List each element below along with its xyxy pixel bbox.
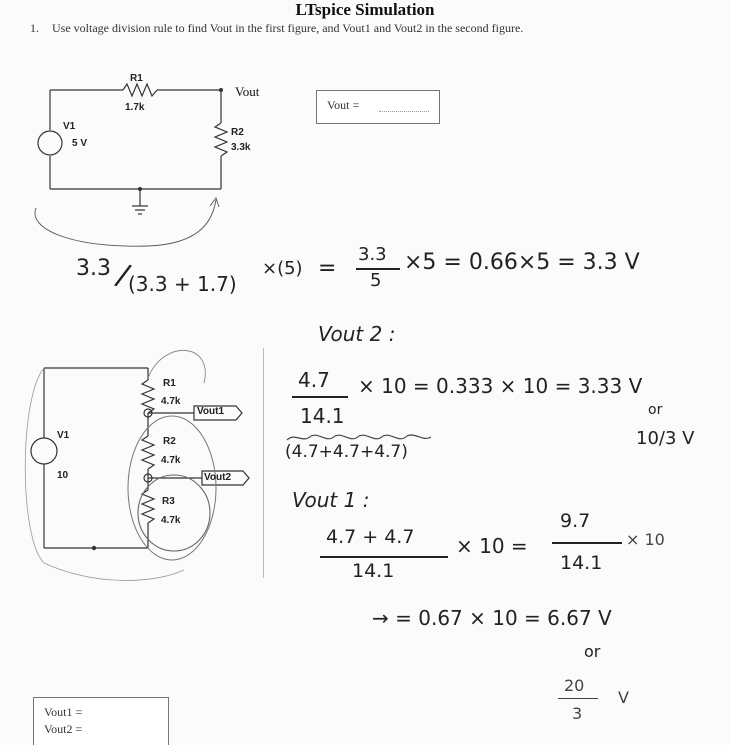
work2-alt: 10/3 V [636, 428, 695, 449]
work2-expr: × 10 = 0.333 × 10 = 3.33 V [358, 374, 643, 398]
answer-box-vout1-vout2 [33, 697, 169, 745]
work3-line2: → = 0.67 × 10 = 6.67 V [372, 606, 612, 630]
work3-alt-num: 20 [564, 676, 585, 695]
c2-vout2-flag: Vout2 [204, 472, 232, 483]
work2-sum: (4.7+4.7+4.7) [285, 442, 408, 462]
c1-r1-value: 1.7k [125, 102, 145, 113]
c2-v1-value: 10 [57, 470, 69, 481]
vout1-answer-label: Vout1 = [44, 705, 83, 719]
work3-den2: 14.1 [560, 552, 603, 574]
question-number: 1. [30, 21, 39, 35]
c1-v1-name: V1 [63, 121, 76, 132]
work3-alt-den: 3 [572, 704, 583, 723]
work1-times5: ×(5) [262, 258, 303, 279]
circuit-2-diagram [14, 338, 264, 598]
c1-vout-label: Vout [235, 84, 260, 99]
work1-lhs-den: (3.3 + 1.7) [128, 272, 237, 296]
work1-frac-num: 3.3 [358, 244, 387, 265]
work1-eq: = [318, 256, 337, 281]
c2-r1-name: R1 [163, 378, 176, 389]
vout-answer-label: Vout = [327, 98, 360, 112]
c2-r2-name: R2 [163, 436, 176, 447]
work2-or: or [648, 402, 663, 418]
c2-r3-value: 4.7k [161, 515, 181, 526]
vout2-answer-label: Vout2 = [44, 722, 83, 736]
c1-r2-name: R2 [231, 127, 244, 138]
work3-times10: × 10 [626, 530, 665, 549]
c1-r1-name: R1 [130, 73, 143, 84]
c2-r2-value: 4.7k [161, 455, 181, 466]
work3-or: or [584, 642, 601, 661]
work3-alt-unit: V [618, 688, 629, 707]
work3-heading: Vout 1 : [292, 488, 370, 512]
work3-mid: × 10 = [456, 534, 528, 558]
c1-v1-value: 5 V [72, 138, 88, 149]
answer-box-vout [316, 90, 440, 124]
c2-r1-value: 4.7k [161, 396, 181, 407]
c2-r3-name: R3 [162, 496, 175, 507]
work1-lhs-num: 3.3 [76, 256, 111, 281]
c2-v1-name: V1 [57, 430, 70, 441]
c1-r2-value: 3.3k [231, 142, 251, 153]
question-text: Use voltage division rule to find Vout in the first figure, and Vout1 and Vout2 in the second figure. [52, 21, 524, 35]
work3-num2: 9.7 [560, 510, 591, 532]
work3-num: 4.7 + 4.7 [326, 526, 415, 548]
page-title: LTspice Simulation [295, 0, 435, 19]
question [30, 20, 640, 37]
work2-den: 14.1 [300, 404, 345, 428]
work3-den: 14.1 [352, 560, 395, 582]
work1-rest: ×5 = 0.66×5 = 3.3 V [404, 250, 640, 275]
work1-frac-den: 5 [370, 270, 382, 291]
work2-num: 4.7 [298, 368, 330, 392]
work2-heading: Vout 2 : [318, 322, 396, 346]
c2-vout1-flag: Vout1 [197, 406, 225, 417]
